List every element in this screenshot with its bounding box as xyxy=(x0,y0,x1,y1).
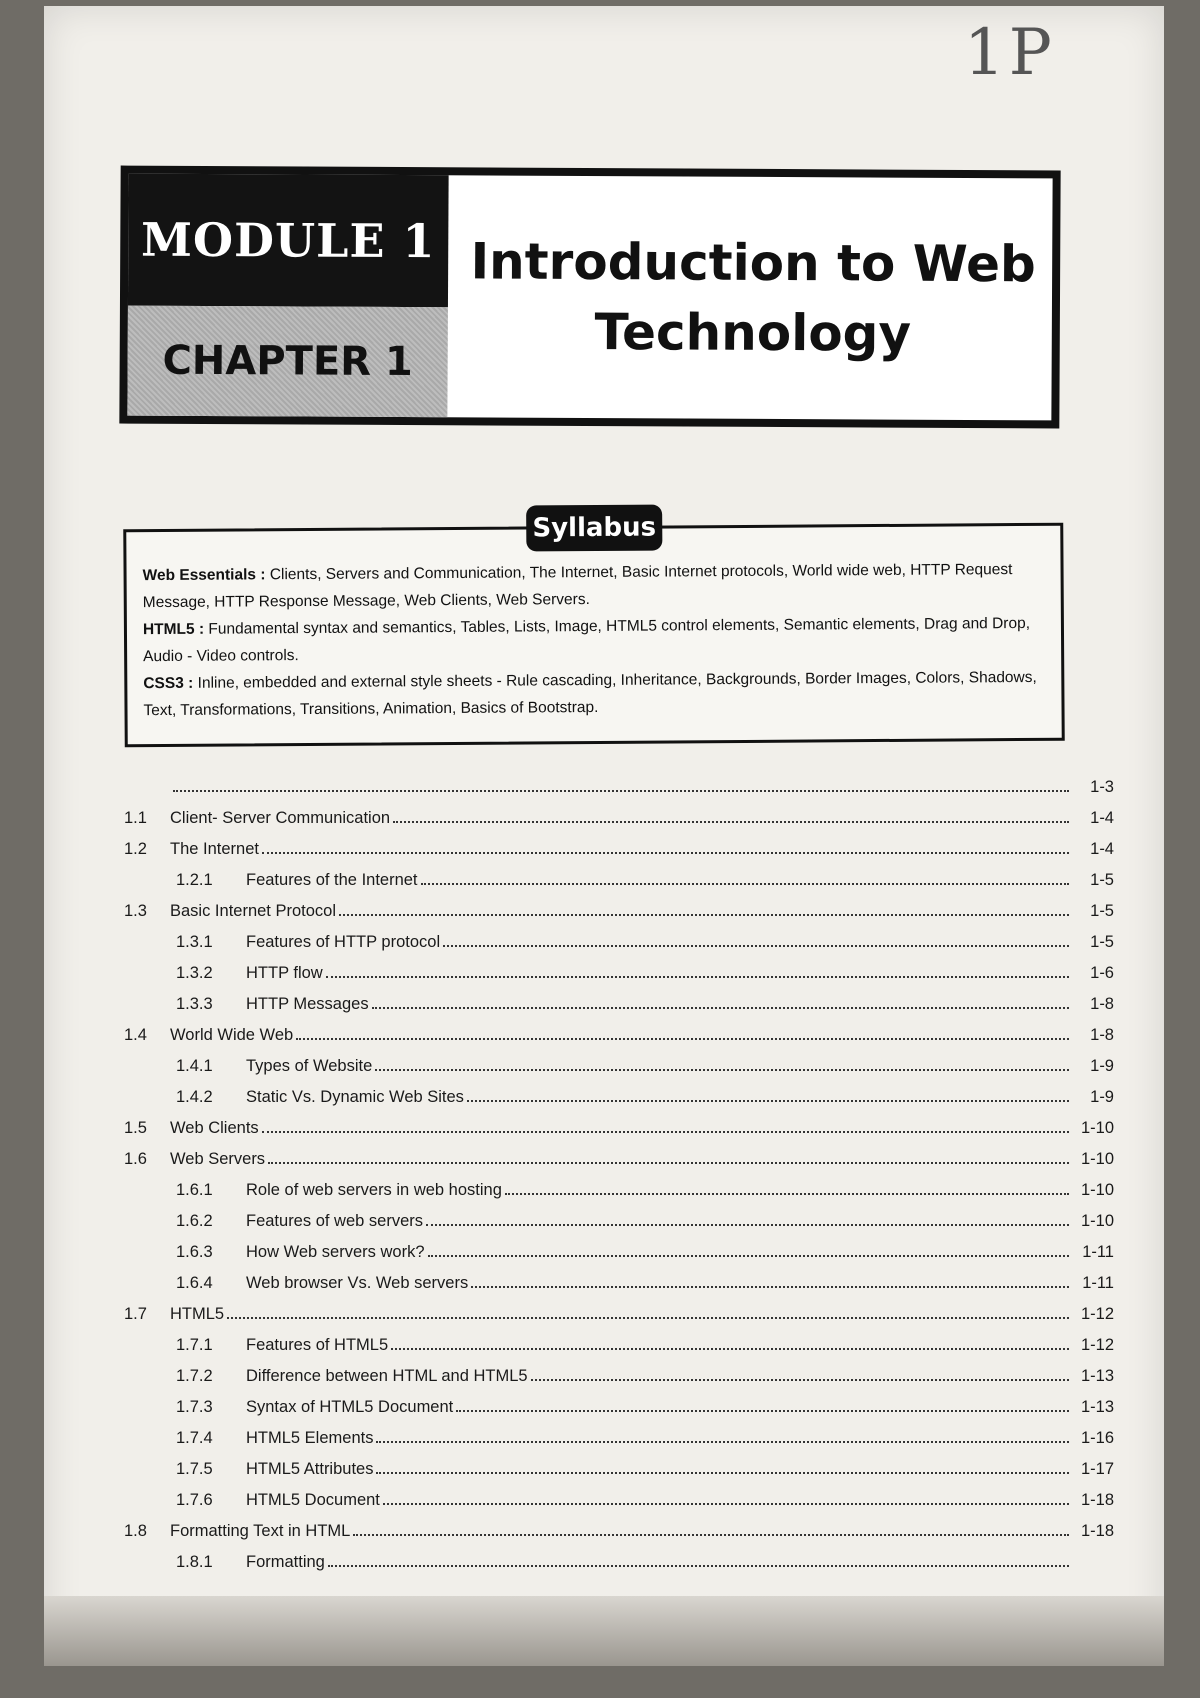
toc-row xyxy=(124,921,1114,952)
toc-title: Web Clients xyxy=(170,1119,259,1137)
toc-leader-dots xyxy=(326,976,1069,978)
toc-row xyxy=(124,1231,1114,1262)
toc-title: Web browser Vs. Web servers xyxy=(246,1274,469,1292)
toc-row xyxy=(124,1541,1114,1572)
toc-row xyxy=(124,1324,1114,1355)
toc-leader-dots xyxy=(428,1255,1070,1257)
toc-title: Syntax of HTML5 Document xyxy=(246,1398,454,1416)
table-of-contents xyxy=(124,766,1114,1572)
toc-row xyxy=(124,1200,1114,1231)
toc-number: 1.1 xyxy=(124,809,147,827)
syllabus-html-label: HTML5 : xyxy=(142,620,205,639)
toc-leader-dots xyxy=(443,945,1069,947)
toc-title: Web Servers xyxy=(170,1150,266,1168)
toc-number: 1.3 xyxy=(124,902,147,920)
toc-leader-dots xyxy=(262,852,1069,854)
toc-leader-dots xyxy=(471,1286,1069,1288)
toc-row xyxy=(124,1448,1114,1479)
toc-leader-dots xyxy=(391,1348,1069,1350)
toc-page-number: 1-11 xyxy=(1082,1274,1114,1292)
toc-title: The Internet xyxy=(170,840,259,858)
toc-leader-dots xyxy=(339,914,1069,916)
toc-number: 1.7.4 xyxy=(176,1429,213,1447)
toc-page-number: 1-8 xyxy=(1090,995,1114,1013)
toc-title: Basic Internet Protocol xyxy=(170,902,336,920)
toc-page-number: 1-10 xyxy=(1080,1150,1114,1168)
toc-title: Formatting xyxy=(246,1553,325,1571)
toc-number: 1.6 xyxy=(124,1150,147,1168)
toc-leader-dots xyxy=(262,1131,1069,1133)
toc-number: 1.7.1 xyxy=(176,1336,213,1354)
toc-number: 1.6.3 xyxy=(176,1243,213,1261)
toc-row xyxy=(124,952,1114,983)
toc-leader-dots xyxy=(505,1193,1069,1195)
toc-page-number: 1-16 xyxy=(1080,1429,1114,1447)
toc-title: HTTP Messages xyxy=(246,995,369,1013)
toc-number: 1.3.2 xyxy=(176,964,213,982)
toc-number: 1.7.6 xyxy=(176,1491,213,1509)
toc-number: 1.7 xyxy=(124,1305,147,1323)
toc-leader-dots xyxy=(456,1410,1069,1412)
toc-title: How Web servers work? xyxy=(246,1243,425,1261)
handwritten-page-mark: 1P xyxy=(964,16,1056,90)
toc-number: 1.5 xyxy=(124,1119,147,1137)
toc-title: HTML5 Attributes xyxy=(246,1460,374,1478)
toc-title: HTML5 Document xyxy=(246,1491,380,1509)
toc-page-number: 1-11 xyxy=(1082,1243,1114,1261)
toc-row xyxy=(124,1479,1114,1510)
toc-page-number: 1-13 xyxy=(1080,1367,1114,1385)
toc-row xyxy=(124,1355,1114,1386)
toc-number: 1.7.2 xyxy=(176,1367,213,1385)
toc-row xyxy=(124,766,1114,797)
toc-number: 1.7.3 xyxy=(176,1398,213,1416)
syllabus-css3 xyxy=(143,664,1039,724)
toc-page-number: 1-8 xyxy=(1090,1026,1114,1044)
toc-row xyxy=(124,1417,1114,1448)
toc-number: 1.6.1 xyxy=(176,1181,213,1199)
toc-leader-dots xyxy=(531,1379,1069,1381)
syllabus-css-text: Inline, embedded and external style sheets - Rule cascading, Inheritance, Backgrounds, Border Images, Colors, Shadows, Text, Transformations, Transitions, Animation, Basics of Bootstrap. xyxy=(143,668,1037,720)
toc-title: HTML5 Elements xyxy=(246,1429,374,1447)
toc-number: 1.4.1 xyxy=(176,1057,213,1075)
toc-leader-dots xyxy=(328,1565,1069,1567)
syllabus-web-label: Web Essentials : xyxy=(142,566,266,585)
syllabus-css-label: CSS3 : xyxy=(143,674,194,693)
syllabus-tab: Syllabus xyxy=(526,505,662,552)
toc-title: Features of the Internet xyxy=(246,871,418,889)
toc-number: 1.6.2 xyxy=(176,1212,213,1230)
toc-page-number: 1-13 xyxy=(1080,1398,1114,1416)
toc-row xyxy=(124,1107,1114,1138)
toc-page-number: 1-4 xyxy=(1090,809,1114,827)
toc-row xyxy=(124,1293,1114,1324)
toc-number: 1.6.4 xyxy=(176,1274,213,1292)
toc-title: Client- Server Communication xyxy=(170,809,391,827)
toc-page-number: 1-5 xyxy=(1090,902,1114,920)
document-page xyxy=(44,6,1164,1666)
toc-leader-dots xyxy=(376,1472,1069,1474)
module-label: MODULE 1 xyxy=(128,174,449,308)
toc-number: 1.4 xyxy=(124,1026,147,1044)
syllabus-html-text: Fundamental syntax and semantics, Tables, Lists, Image, HTML5 control elements, Semantic elements, Drag and Drop, Audio - Video controls. xyxy=(143,614,1031,666)
toc-page-number: 1-12 xyxy=(1080,1305,1114,1323)
syllabus-box xyxy=(123,512,1064,748)
toc-row xyxy=(124,828,1114,859)
toc-leader-dots xyxy=(173,790,1069,792)
toc-row xyxy=(124,1076,1114,1107)
toc-number: 1.2 xyxy=(124,840,147,858)
toc-title: HTTP flow xyxy=(246,964,323,982)
toc-leader-dots xyxy=(393,821,1069,823)
toc-leader-dots xyxy=(421,883,1069,885)
toc-leader-dots xyxy=(383,1503,1069,1505)
toc-title: Formatting Text in HTML xyxy=(170,1522,351,1540)
toc-leader-dots xyxy=(268,1162,1069,1164)
chapter-title xyxy=(453,175,1052,420)
toc-leader-dots xyxy=(296,1038,1069,1040)
toc-number: 1.7.5 xyxy=(176,1460,213,1478)
toc-page-number: 1-18 xyxy=(1080,1491,1114,1509)
toc-row xyxy=(124,1045,1114,1076)
toc-row xyxy=(124,890,1114,921)
toc-number: 1.3.1 xyxy=(176,933,213,951)
toc-page-number: 1-18 xyxy=(1080,1522,1114,1540)
toc-row xyxy=(124,1138,1114,1169)
chapter-title-line1: Introduction to Web xyxy=(470,232,1036,294)
toc-row xyxy=(124,1386,1114,1417)
toc-number: 1.8.1 xyxy=(176,1553,213,1571)
toc-page-number: 1-9 xyxy=(1090,1088,1114,1106)
toc-page-number: 1-12 xyxy=(1080,1336,1114,1354)
toc-page-number: 1-4 xyxy=(1090,840,1114,858)
toc-number: 1.2.1 xyxy=(176,871,213,889)
toc-number: 1.4.2 xyxy=(176,1088,213,1106)
toc-leader-dots xyxy=(426,1224,1069,1226)
toc-row xyxy=(124,859,1114,890)
toc-page-number: 1-9 xyxy=(1090,1057,1114,1075)
toc-title: Difference between HTML and HTML5 xyxy=(246,1367,528,1385)
toc-page-number: 1-10 xyxy=(1080,1181,1114,1199)
toc-leader-dots xyxy=(467,1100,1069,1102)
toc-title: Static Vs. Dynamic Web Sites xyxy=(246,1088,464,1106)
toc-row xyxy=(124,1510,1114,1541)
toc-leader-dots xyxy=(375,1069,1069,1071)
toc-page-number: 1-10 xyxy=(1080,1212,1114,1230)
syllabus-web-text: Clients, Servers and Communication, The Internet, Basic Internet protocols, World wide web, HTTP Request Message, HTTP Response Message, Web Clients, Web Servers. xyxy=(142,561,1013,612)
toc-row xyxy=(124,983,1114,1014)
toc-row xyxy=(124,797,1114,828)
toc-page-number: 1-10 xyxy=(1080,1119,1114,1137)
toc-title: Role of web servers in web hosting xyxy=(246,1181,502,1199)
toc-page-number: 1-5 xyxy=(1090,933,1114,951)
toc-title: Features of web servers xyxy=(246,1212,423,1230)
chapter-label: CHAPTER 1 xyxy=(127,306,448,418)
toc-row xyxy=(124,1169,1114,1200)
syllabus-html5 xyxy=(143,610,1039,670)
syllabus-web-essentials xyxy=(142,556,1038,616)
toc-number: 1.8 xyxy=(124,1522,147,1540)
toc-number: 1.3.3 xyxy=(176,995,213,1013)
toc-title: HTML5 xyxy=(170,1305,225,1323)
toc-page-number: 1-3 xyxy=(1090,778,1114,796)
page-bottom-edge xyxy=(44,1596,1164,1666)
toc-page-number: 1-17 xyxy=(1080,1460,1114,1478)
toc-title: Features of HTTP protocol xyxy=(246,933,441,951)
toc-title: Types of Website xyxy=(246,1057,373,1075)
toc-page-number: 1-5 xyxy=(1090,871,1114,889)
toc-page-number: 1-6 xyxy=(1090,964,1114,982)
chapter-header xyxy=(119,166,1060,429)
toc-title: World Wide Web xyxy=(170,1026,294,1044)
toc-leader-dots xyxy=(227,1317,1069,1319)
toc-title: Features of HTML5 xyxy=(246,1336,389,1354)
chapter-title-line2: Technology xyxy=(594,303,912,363)
toc-leader-dots xyxy=(372,1007,1069,1009)
toc-leader-dots xyxy=(376,1441,1069,1443)
toc-row xyxy=(124,1014,1114,1045)
toc-row xyxy=(124,1262,1114,1293)
toc-leader-dots xyxy=(353,1534,1069,1536)
